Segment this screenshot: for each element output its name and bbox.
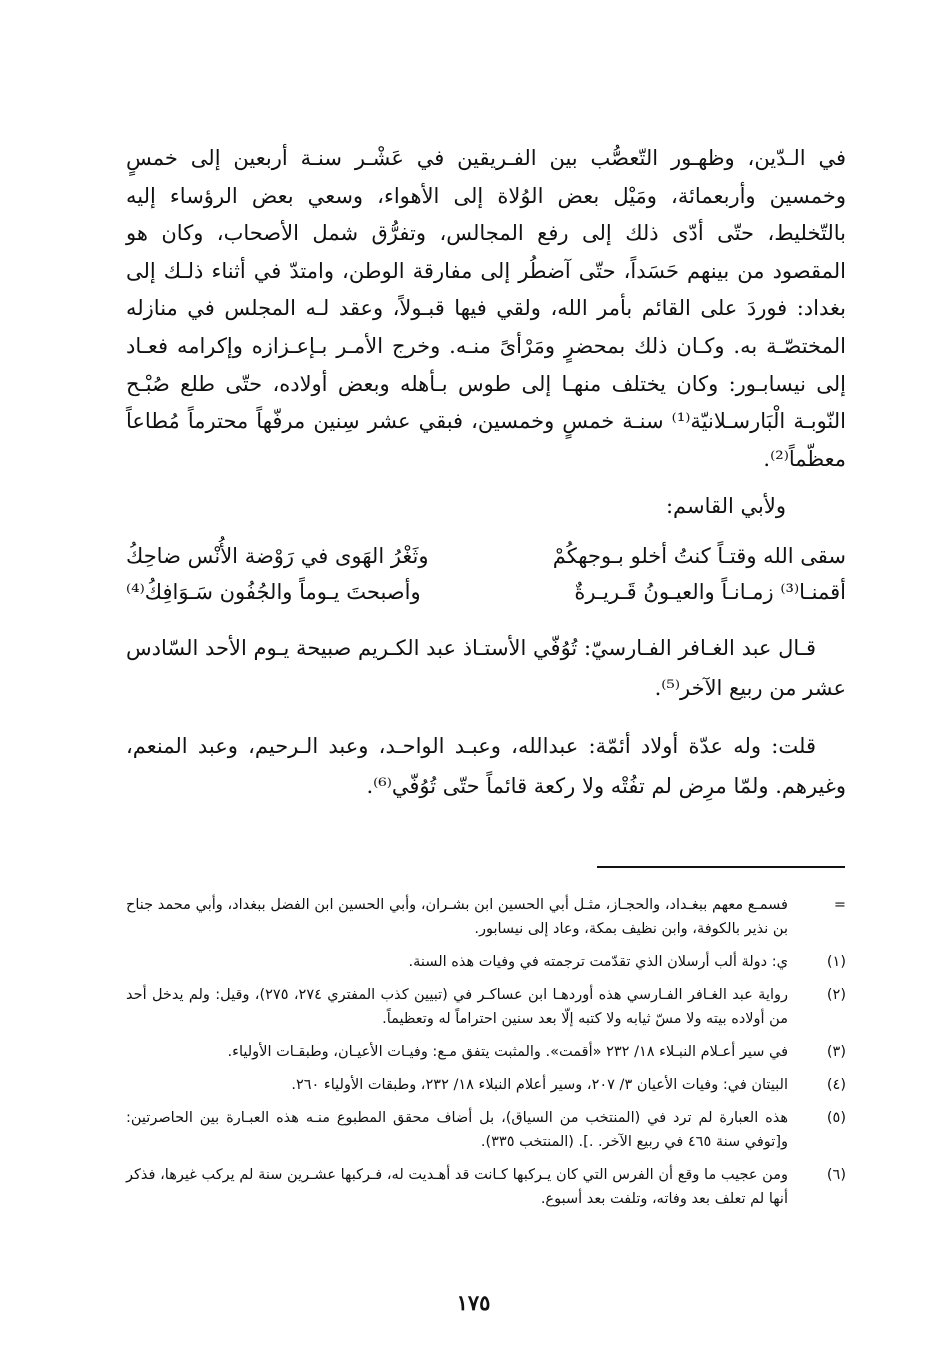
- footnote-marker: =: [833, 897, 846, 913]
- footnote-1: [126, 950, 846, 974]
- verse-1: [126, 538, 846, 574]
- footnote-number: (٦): [826, 1167, 846, 1183]
- footnote-2: [126, 983, 846, 1031]
- verse-2: [126, 574, 846, 610]
- footnote-text: في سير أعـلام النبـلاء ١٨/ ٢٣٢ «أقمت». والمثبت يتفق مـع: وفيـات الأعيـان، وطبقـات الأولياء.: [227, 1044, 788, 1060]
- footnote-6: [126, 1163, 846, 1211]
- footnote-text: ومن عجيب ما وقع أن الفرس التي كان يـركبها كـانت قد أهـديت له، فـركبها عشـرين سنة لم يركب غيرها، فذكر أنها لم تعلف بعد وفاته، وتلفت بعد أسبوع.: [126, 1167, 788, 1207]
- footnote-text: رواية عبد الغـافر الفـارسي هذه أوردهـا ابن عساكـر في (تبيين كذب المفتري ٢٧٤، ٢٧٥)، وقيل: ولم يدخل أحد من أولاده بيته ولا مسّ ثيابه ولا كتبه إلّا بعد سنين احتراماً له وتعظيماً.: [126, 987, 789, 1027]
- footnote-3: [126, 1040, 846, 1064]
- footnote-5: [126, 1106, 846, 1154]
- page-number: ١٧٥: [456, 1290, 491, 1315]
- paragraph-3: قلت: وله عدّة أولاد أئمّة: عبدالله، وعبـد الواحـد، وعبد الـرحيم، وعبد المنعم، وغيرهم. ولمّا مرِض لم تفُتْه ولا ركعة قائماً حتّى تُوُفّي⁽⁶⁾.: [126, 734, 846, 799]
- footnote-text: ي: دولة ألب أرسلان الذي تقدّمت ترجمته في وفيات هذه السنة.: [408, 954, 788, 970]
- footnote-number: (٤): [826, 1077, 846, 1093]
- footnote-text: هذه العبارة لم ترد في (المنتخب من السياق)، بل أضاف محقق المطبوع منـه هذه العبـارة بين الحاصرتين: و[توفي سنة ٤٦٥ في ربيع الآخر. .]. (المنتخب ٣٣٥).: [126, 1110, 788, 1150]
- footnote-4: [126, 1073, 846, 1097]
- verse-2-second-hemistich: وأصبحتَ يـوماً والجُفُون سَـوَافِكُ⁽⁴⁾: [126, 580, 421, 605]
- paragraph-2: قـال عبد الغـافر الفـارسيّ: تُوُفّي الأستـاذ عبد الكـريم صبيحة يـوم الأحد السّادس عشر من ربيع الآخر⁽⁵⁾.: [126, 636, 846, 701]
- footnote-separator: [597, 866, 845, 868]
- footnote-continued: [126, 893, 846, 941]
- footnote-number: (٥): [826, 1110, 846, 1126]
- verse-1-first-hemistich: سقى الله وقتـاً كنتُ أخلو بـوجهكُمْ: [552, 544, 846, 569]
- poem: [126, 538, 846, 610]
- footnotes: [126, 893, 846, 1220]
- footnote-number: (١): [826, 954, 846, 970]
- paragraph-1: في الـدّين، وظهـور التّعصُّب بين الفـريقين في عَشْـر سنـة أربعين إلى خمسٍ وخمسين وأربعمائة، ومَيْل بعض الوُلاة إلى الأهواء، وسعي بعض الرؤساء إليه بالتّخليط، حتّى أدّى ذلك إلى رفع المجالس، وتفرُّق شمل الأصحاب، وكان هو المقصود من بينهم حَسَداً، حتّى آضطُر إلى مفارقة الوطن، وامتدّ في أثناء ذلـك إلى بغداد: فوردَ على القائم بأمر الله، ولقي فيها قبـولاً، وعقد لـه المجلس في منازله المختصّـة به. وكـان ذلك بمحضرٍ ومَرْأىً منـه. وخرج الأمـر بـإعـزازه وإكرامه فعـاد إلى نيسابـور: وكان يختلف منهـا إلى طوس بـأهله وبعض أولاده، حتّى طلع صُبْـح النّوبـة الْبَارسـلانيّة⁽¹⁾ سنـة خمسٍ وخمسين، فبقي عشر سِنين مرفّهاً محترماً مُطاعاً معظّماً⁽²⁾.: [126, 146, 846, 471]
- footnote-number: (٣): [826, 1044, 846, 1060]
- footnote-number: (٢): [826, 987, 846, 1003]
- main-text: [126, 140, 846, 806]
- footnote-text: فسمـع معهم ببغـداد، والحجـاز، مثـل أبي الحسين ابن بشـران، وأبي الحسين ابن الفضل ببغداد، وأبي محمد جناح بن نذير بالكوفة، وابن نظيف بمكة، وعاد إلى نيسابور.: [126, 897, 788, 937]
- verse-1-second-hemistich: وثَغْرُ الهَوى في رَوْضة الأُنْس ضاحِكُ: [126, 544, 429, 569]
- verse-2-first-hemistich: أقمنـا⁽³⁾ زمـانـاً والعيـونُ قَـريـرةٌ: [574, 580, 846, 605]
- poem-intro: ولأبي القاسم:: [665, 494, 786, 519]
- footnote-text: البيتان في: وفيات الأعيان ٣/ ٢٠٧، وسير أعلام النبلاء ١٨/ ٢٣٢، وطبقات الأولياء ٢٦٠.: [291, 1077, 788, 1093]
